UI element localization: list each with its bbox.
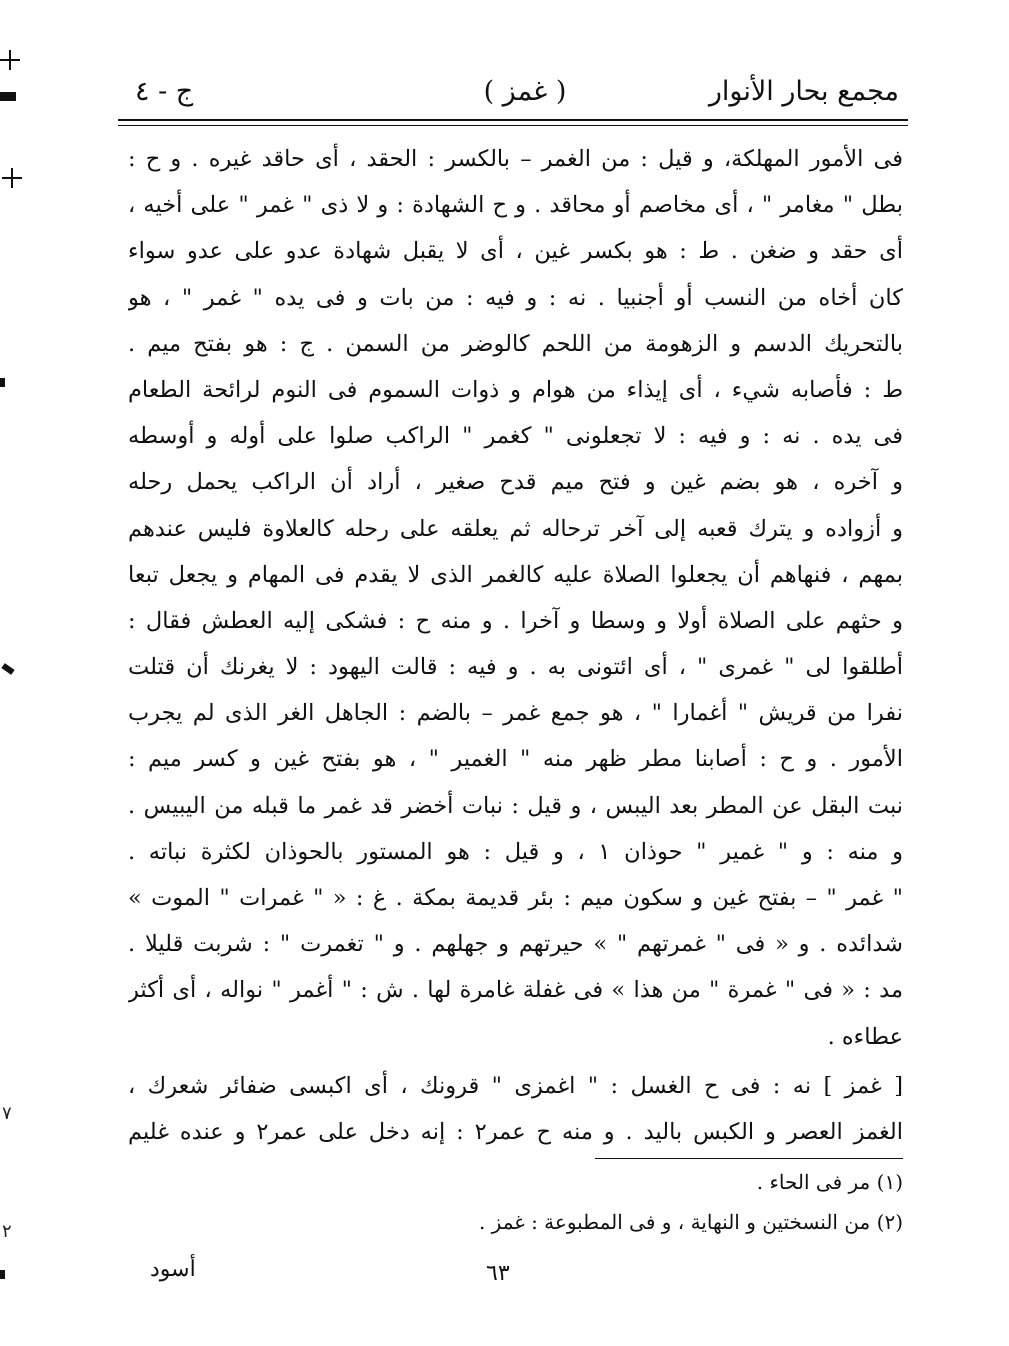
text-line: عطاءه . [827,1023,903,1050]
entry-word-header: ( غمز ) [483,76,567,107]
text-line: نبت البقل عن المطر بعد اليبس ، و قيل : نبات أخضر قد غمر ما قبله من اليبيس . [128,792,903,819]
text-line: فى يده . نه : و فيه : لا تجعلونى " كغمر " الراكب صلوا على أوله و أوسطه [128,423,903,450]
footnote-2: (٢) من النسختين و النهاية ، و فى المطبوعة : غمز . [478,1210,903,1234]
text-line: بطل " مغامر " ، أى مخاصم أو محاقد . و ح الشهادة : و لا ذى " غمر " على أخيه ، [128,192,903,219]
text-line: الأمور . و ح : أصابنا مطر ظهر منه " الغمير " ، هو بفتح غين و كسر ميم : [128,746,903,773]
text-line: فى الأمور المهلكة، و قيل : من الغمر – بالكسر : الحقد ، أى حاقد غيره . و ح : [128,146,903,172]
footnote-1: (١) مر فى الحاء . [756,1170,903,1194]
text-line: بالتحريك الدسم و الزهومة من اللحم كالوضر من السمن . ج : هو بفتح ميم . [128,330,903,357]
page-number: ٦٣ [486,1261,510,1286]
text-line: نفرا من قريش " أغمارا " ، هو جمع غمر – بالضم : الجاهل الغر الذى لم يجرب [128,700,903,727]
registration-cross-mark [0,50,20,70]
text-line: و حثهم على الصلاة أولا و وسطا و آخرا . و منه ح : فشكى إليه العطش فقال : [128,607,903,634]
footnote-rule [595,1158,903,1159]
margin-number-mark: ٧ [2,1103,12,1124]
text-line: و آخره ، هو بضم غين و فتح ميم قدح صغير ، أراد أن الراكب يحمل رحله [128,469,903,496]
text-line: كان أخاه من النسب أو أجنبيا . نه : و فيه : من بات و فى يده " غمر " ، هو [128,284,903,311]
entry-ghamz [128,1063,903,1155]
margin-number-mark: ٢ [2,1221,12,1242]
volume-label: ج - ٤ [135,76,194,107]
text-line: مد : « فى " غمرة " من هذا » فى غفلة غامرة لها . ش : " أغمر " نواله ، أى أكثر [128,977,903,1004]
margin-dot-mark [0,1270,5,1279]
margin-tick-mark [1,663,14,675]
text-line: أى حقد و ضغن . ط : هو بكسر غين ، أى لا يقبل شهادة عدو على عدو سواء [128,238,903,265]
registration-cross-mark [2,168,22,188]
header-rule-thin [118,125,908,126]
main-text [128,136,903,1060]
text-line: ط : فأصابه شيء ، أى إيذاء من هوام و ذوات السموم فى النوم لرائحة الطعام [128,376,903,403]
text-line: أطلقوا لى " غمرى " ، أى ائتونى به . و فيه : قالت اليهود : لا يغرنك أن قتلت [128,654,903,681]
text-line: الغمز العصر و الكبس باليد . و منه ح عمر٢ : إنه دخل على عمر٢ و عنده غليم [128,1119,903,1146]
header-rule-thick [118,119,908,121]
margin-bar-mark [0,92,16,101]
text-line: و أزواده و يترك قعبه إلى آخر ترحاله ثم يعلقه على رحله كالعلاوة فليس عندهم [128,515,903,542]
running-title: مجمع بحار الأنوار [708,76,899,107]
catchword: أسود [150,1257,196,1282]
text-line: " غمر " – بفتح غين و سكون ميم : بئر قديمة بمكة . غ : « " غمرات " الموت » [128,885,903,911]
text-line: [ غمز ] نه : فى ح الغسل : " اغمزى " قرونك ، أى اكبسى ضفائر شعرك ، [128,1073,903,1099]
text-line: بمهم ، فنهاهم أن يجعلوا الصلاة عليه كالغمر الذى لا يقدم فى المهام و يجعل تبعا [128,561,903,588]
text-line: شدائده . و « فى " غمرتهم " » حيرتهم و جهلهم . و " تغمرت " : شربت قليلا . [128,931,903,958]
text-line: و منه : و " غمير " حوذان ١ ، و قيل : هو المستور بالحوذان لكثرة نباته . [128,838,903,865]
margin-dot-mark [0,378,5,387]
